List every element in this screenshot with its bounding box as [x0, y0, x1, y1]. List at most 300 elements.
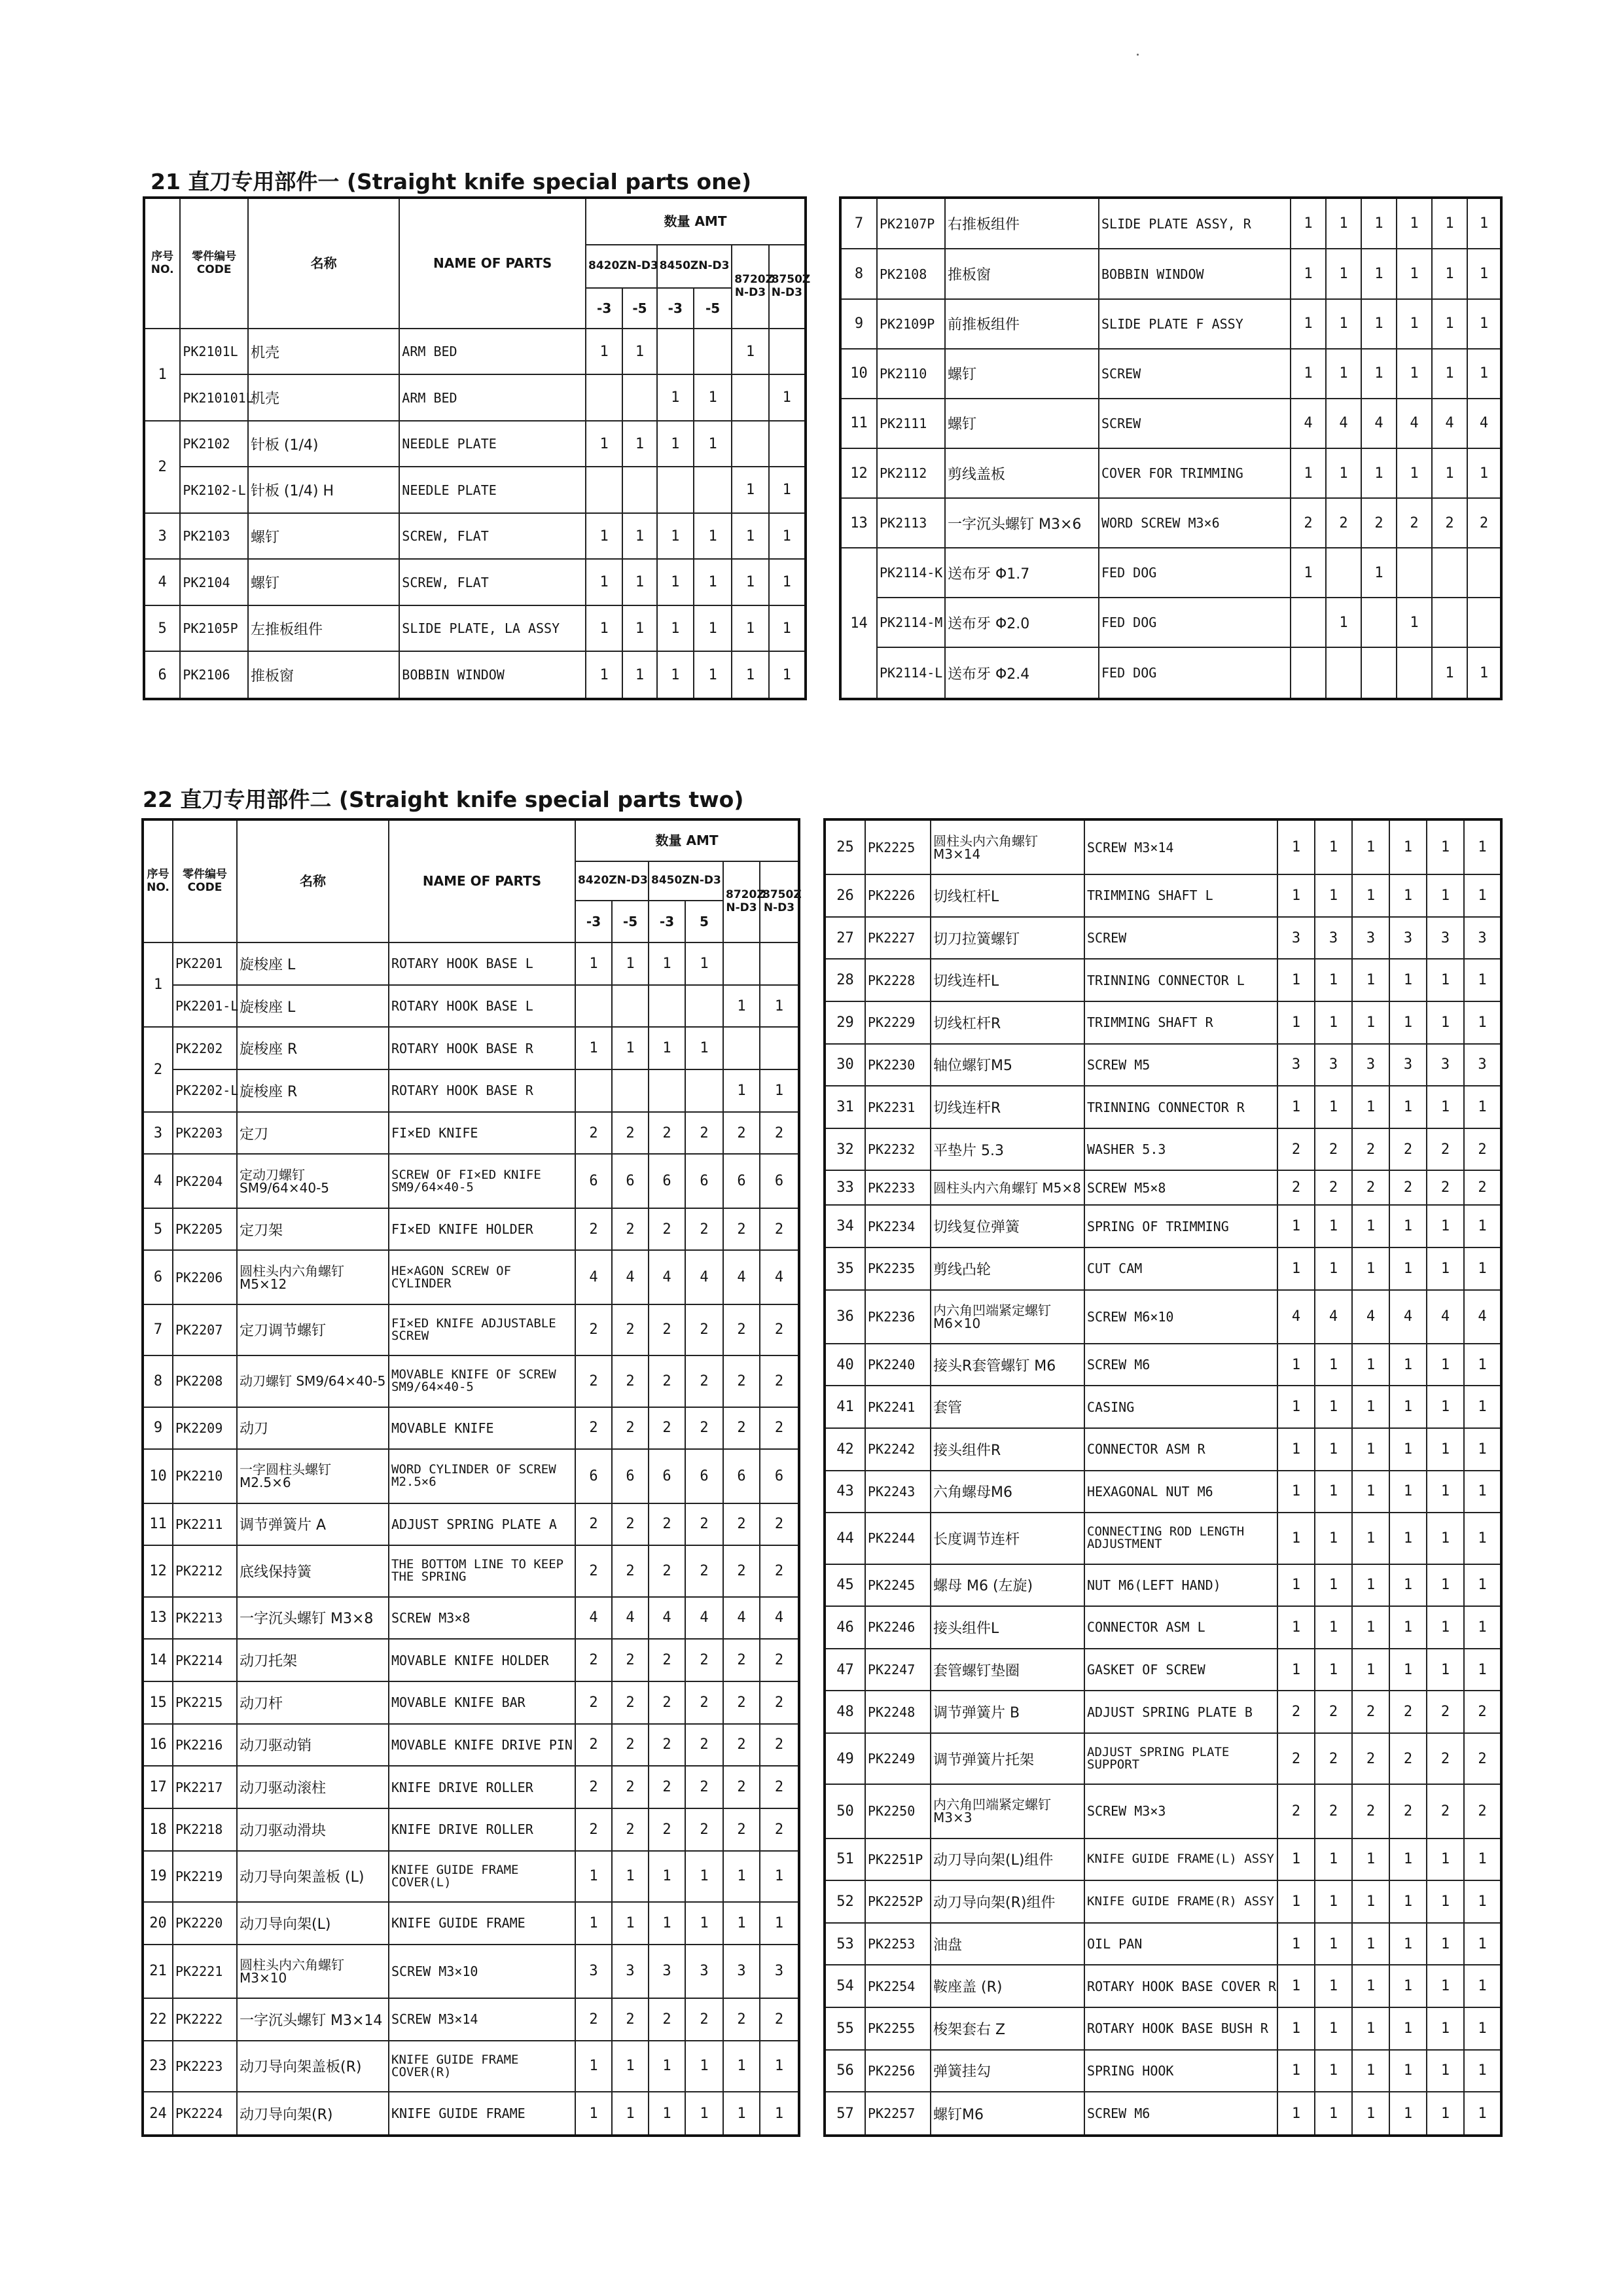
qty-cell: 1: [657, 421, 694, 467]
part-code: PK2222: [173, 1998, 237, 2041]
qty-cell: 1: [769, 559, 806, 605]
part-name-en: TRIMMING SHAFT L: [1084, 874, 1277, 917]
qty-cell: 1: [1352, 1205, 1389, 1247]
qty-cell: 1: [657, 605, 694, 651]
part-number: 3: [143, 1112, 173, 1155]
part-code: PK2109P: [877, 299, 945, 349]
part-name-en: SCREW M5: [1084, 1044, 1277, 1086]
part-row: [825, 1428, 1501, 1471]
qty-cell: 1: [1315, 1923, 1352, 1965]
qty-cell: 2: [685, 1503, 723, 1546]
part-name-en: ARM BED: [399, 329, 586, 374]
qty-cell: 1: [1277, 874, 1315, 917]
qty-cell: 4: [575, 1597, 612, 1640]
part-number: 36: [825, 1290, 865, 1344]
qty-cell: 2: [760, 1639, 799, 1681]
header-name-cn: 名称: [248, 198, 399, 329]
part-row: [143, 1503, 799, 1546]
qty-cell: 1: [1315, 874, 1352, 917]
qty-cell: 1: [649, 1851, 685, 1902]
qty-cell: 1: [612, 1851, 649, 1902]
qty-cell: 4: [1277, 1290, 1315, 1344]
qty-cell: 1: [622, 513, 656, 559]
qty-cell: 1: [622, 605, 656, 651]
qty-cell: 1: [1427, 819, 1464, 874]
qty-cell: 2: [685, 1681, 723, 1724]
part-name-cn: 轴位螺钉M5: [931, 1044, 1084, 1086]
part-code: PK2205: [173, 1208, 237, 1251]
part-row: [143, 1808, 799, 1851]
qty-cell: 3: [760, 1945, 799, 1998]
qty-cell: [1326, 647, 1361, 699]
qty-cell: 1: [1427, 1513, 1464, 1564]
qty-cell: 1: [694, 374, 732, 420]
qty-cell: 4: [649, 1597, 685, 1640]
part-name-cn: 接头R套管螺钉 M6: [931, 1344, 1084, 1386]
qty-cell: 3: [1315, 917, 1352, 960]
header-sub: -5: [612, 901, 649, 942]
qty-cell: 4: [1389, 1290, 1427, 1344]
qty-cell: 1: [1315, 1428, 1352, 1471]
qty-cell: 1: [1389, 1386, 1427, 1428]
qty-cell: 4: [1291, 399, 1326, 448]
qty-cell: [1291, 598, 1326, 647]
qty-cell: 1: [1277, 1965, 1315, 2007]
qty-cell: 1: [1389, 1471, 1427, 1513]
qty-cell: 4: [685, 1250, 723, 1304]
part-name-cn: 长度调节连杆: [931, 1513, 1084, 1564]
part-name-en: KNIFE GUIDE FRAME: [389, 2092, 575, 2136]
part-row: [143, 1639, 799, 1681]
qty-cell: 2: [612, 1304, 649, 1355]
qty-cell: 1: [649, 1902, 685, 1945]
part-row: [825, 1170, 1501, 1205]
qty-cell: 1: [1427, 874, 1464, 917]
qty-cell: 6: [723, 1154, 760, 1208]
part-name-cn: 动刀导向架(L): [237, 1902, 389, 1945]
part-name-en: ARM BED: [399, 374, 586, 420]
part-code: PK2108: [877, 249, 945, 298]
qty-cell: 1: [1427, 1606, 1464, 1649]
part-row: [144, 651, 806, 699]
qty-cell: 1: [1464, 2050, 1501, 2092]
qty-cell: 1: [657, 513, 694, 559]
part-number: 10: [143, 1449, 173, 1503]
qty-cell: [612, 1069, 649, 1112]
part-number: 44: [825, 1513, 865, 1564]
part-name-en: CASING: [1084, 1386, 1277, 1428]
qty-cell: 2: [1464, 1691, 1501, 1733]
qty-cell: 6: [575, 1154, 612, 1208]
qty-cell: 2: [575, 1766, 612, 1808]
part-row: [840, 647, 1501, 699]
part-row: [143, 1681, 799, 1724]
part-name-en: THE BOTTOM LINE TO KEEP THE SPRING: [389, 1545, 575, 1596]
qty-cell: 1: [1389, 1606, 1427, 1649]
part-code: PK2254: [865, 1965, 931, 2007]
part-code: PK2214: [173, 1639, 237, 1681]
qty-cell: 2: [723, 1766, 760, 1808]
header-model-8420: 8420ZN-D3: [575, 861, 649, 901]
part-name-en: SPRING HOOK: [1084, 2050, 1277, 2092]
qty-cell: 1: [1361, 548, 1397, 598]
part-code: PK2106: [180, 651, 248, 699]
part-row: [143, 1208, 799, 1251]
qty-cell: 3: [1464, 1044, 1501, 1086]
qty-cell: 1: [1315, 2092, 1352, 2136]
qty-cell: [760, 942, 799, 985]
part-code: PK2251P: [865, 1839, 931, 1881]
qty-cell: 1: [694, 605, 732, 651]
qty-cell: 4: [1352, 1290, 1389, 1344]
part-number: 1: [144, 329, 180, 421]
qty-cell: [723, 1027, 760, 1069]
qty-cell: [1397, 548, 1432, 598]
part-name-cn: 动刀导向架盖板 (L): [237, 1851, 389, 1902]
qty-cell: 2: [612, 1503, 649, 1546]
part-code: PK2234: [865, 1205, 931, 1247]
qty-cell: 2: [612, 1766, 649, 1808]
qty-cell: 1: [1352, 1606, 1389, 1649]
part-number: 29: [825, 1001, 865, 1044]
part-code: PK2250: [865, 1784, 931, 1838]
part-code: PK2229: [865, 1001, 931, 1044]
part-code: PK2233: [865, 1170, 931, 1205]
part-name-cn: 动刀驱动滚柱: [237, 1766, 389, 1808]
part-row: [143, 1998, 799, 2041]
qty-cell: 2: [685, 1112, 723, 1155]
header-sub: -3: [649, 901, 685, 942]
part-row: [143, 1355, 799, 1407]
part-name-en: COVER FOR TRIMMING: [1099, 448, 1291, 498]
qty-cell: 1: [1427, 2007, 1464, 2050]
part-code: PK2110: [877, 349, 945, 399]
qty-cell: 1: [1315, 1247, 1352, 1290]
part-number: 22: [143, 1998, 173, 2041]
qty-cell: 1: [732, 559, 768, 605]
part-row: [825, 1513, 1501, 1564]
part-number: 4: [144, 559, 180, 605]
part-name-cn: 平垫片 5.3: [931, 1128, 1084, 1171]
qty-cell: 2: [760, 1724, 799, 1767]
qty-cell: 1: [622, 421, 656, 467]
qty-cell: 1: [1361, 448, 1397, 498]
qty-cell: [657, 329, 694, 374]
part-row: [143, 1945, 799, 1998]
qty-cell: 2: [760, 1766, 799, 1808]
part-name-en: CONNECTOR ASM L: [1084, 1606, 1277, 1649]
part-name-cn: 一字沉头螺钉 M3×14: [237, 1998, 389, 2041]
part-name-cn: 动刀导向架(R): [237, 2092, 389, 2136]
part-name-en: ADJUST SPRING PLATE A: [389, 1503, 575, 1546]
qty-cell: 1: [732, 513, 768, 559]
part-name-en: SCREW: [1099, 399, 1291, 448]
qty-cell: 1: [1352, 1880, 1389, 1923]
qty-cell: 1: [732, 651, 768, 699]
qty-cell: 1: [1352, 1923, 1389, 1965]
part-code: PK2235: [865, 1247, 931, 1290]
part-name-en: SCREW M3×8: [389, 1597, 575, 1640]
qty-cell: 1: [1277, 2050, 1315, 2092]
part-name-en: MOVABLE KNIFE DRIVE PIN: [389, 1724, 575, 1767]
qty-cell: [1397, 647, 1432, 699]
part-name-cn: 旋梭座 R: [237, 1027, 389, 1069]
qty-cell: 1: [1315, 1564, 1352, 1607]
qty-cell: 6: [612, 1449, 649, 1503]
qty-cell: [723, 942, 760, 985]
part-name-en: SCREW M5×8: [1084, 1170, 1277, 1205]
part-number: 24: [143, 2092, 173, 2136]
part-code: PK2114-K: [877, 548, 945, 598]
qty-cell: 1: [723, 2092, 760, 2136]
qty-cell: 2: [575, 1304, 612, 1355]
qty-cell: 1: [732, 467, 768, 512]
header-sub: -3: [575, 901, 612, 942]
part-code: PK2217: [173, 1766, 237, 1808]
qty-cell: 1: [1427, 2092, 1464, 2136]
part-name-en: BOBBIN WINDOW: [1099, 249, 1291, 298]
qty-cell: 1: [1427, 1564, 1464, 1607]
part-name-cn: 调节弹簧片 A: [237, 1503, 389, 1546]
part-number: 12: [143, 1545, 173, 1596]
qty-cell: 1: [1277, 1247, 1315, 1290]
part-row: [825, 1001, 1501, 1044]
qty-cell: 3: [1464, 917, 1501, 960]
qty-cell: 2: [685, 1998, 723, 2041]
qty-cell: 1: [760, 2092, 799, 2136]
qty-cell: 1: [1315, 1471, 1352, 1513]
part-number: 13: [143, 1597, 173, 1640]
part-name-en: SPRING OF TRIMMING: [1084, 1205, 1277, 1247]
part-name-en: KNIFE GUIDE FRAME COVER(L): [389, 1851, 575, 1902]
part-number: 56: [825, 2050, 865, 2092]
part-code: PK2245: [865, 1564, 931, 1607]
header-no: 序号 NO.: [144, 198, 180, 329]
part-name-en: CUT CAM: [1084, 1247, 1277, 1290]
part-code: PK2206: [173, 1250, 237, 1304]
speck-mark: [1137, 54, 1139, 56]
qty-cell: [1291, 647, 1326, 699]
qty-cell: 3: [1389, 1044, 1427, 1086]
qty-cell: 1: [1315, 1001, 1352, 1044]
part-name-cn: 旋梭座 L: [237, 985, 389, 1028]
qty-cell: 1: [1277, 1564, 1315, 1607]
qty-cell: [769, 329, 806, 374]
part-row: [143, 1250, 799, 1304]
qty-cell: 1: [1467, 448, 1501, 498]
part-number: 16: [143, 1724, 173, 1767]
qty-cell: [732, 374, 768, 420]
part-number: 4: [143, 1154, 173, 1208]
qty-cell: 4: [723, 1597, 760, 1640]
part-name-en: SCREW M6×10: [1084, 1290, 1277, 1344]
part-name-cn: 调节弹簧片托架: [931, 1733, 1084, 1784]
qty-cell: 1: [1352, 1564, 1389, 1607]
qty-cell: 1: [694, 559, 732, 605]
part-row: [143, 1851, 799, 1902]
qty-cell: 1: [622, 651, 656, 699]
qty-cell: 3: [1277, 917, 1315, 960]
qty-cell: 1: [657, 651, 694, 699]
qty-cell: 1: [723, 1069, 760, 1112]
part-code: PK2218: [173, 1808, 237, 1851]
qty-cell: 1: [1464, 2092, 1501, 2136]
qty-cell: 2: [685, 1407, 723, 1450]
qty-cell: 1: [1315, 2007, 1352, 2050]
qty-cell: 1: [1315, 1965, 1352, 2007]
part-row: [143, 1902, 799, 1945]
qty-cell: 1: [769, 467, 806, 512]
part-row: [825, 1649, 1501, 1691]
qty-cell: 1: [575, 1027, 612, 1069]
qty-cell: 1: [1352, 1428, 1389, 1471]
part-name-cn: 旋梭座 L: [237, 942, 389, 985]
qty-cell: 1: [649, 2041, 685, 2092]
qty-cell: 3: [612, 1945, 649, 1998]
section-21-left-table: [143, 196, 811, 700]
part-name-en: WASHER 5.3: [1084, 1128, 1277, 1171]
qty-cell: 1: [1361, 249, 1397, 298]
part-name-en: NEEDLE PLATE: [399, 467, 586, 512]
part-name-en: OIL PAN: [1084, 1923, 1277, 1965]
part-name-cn: 剪线盖板: [945, 448, 1099, 498]
part-number: 26: [825, 874, 865, 917]
qty-cell: 2: [575, 1112, 612, 1155]
qty-cell: 2: [612, 1724, 649, 1767]
part-number: 9: [143, 1407, 173, 1450]
part-row: [825, 1965, 1501, 2007]
part-name-en: SLIDE PLATE, LA ASSY: [399, 605, 586, 651]
qty-cell: [694, 329, 732, 374]
part-code: PK2231: [865, 1086, 931, 1128]
qty-cell: 1: [760, 1069, 799, 1112]
part-number: 32: [825, 1128, 865, 1171]
qty-cell: 1: [1464, 1205, 1501, 1247]
qty-cell: 1: [1315, 1880, 1352, 1923]
part-row: [825, 2092, 1501, 2136]
qty-cell: 2: [1427, 1733, 1464, 1784]
qty-cell: 4: [612, 1597, 649, 1640]
part-name-cn: 针板 (1/4) H: [248, 467, 399, 512]
part-number: 2: [144, 421, 180, 513]
part-name-cn: 切线杠杆L: [931, 874, 1084, 917]
qty-cell: 1: [1397, 598, 1432, 647]
qty-cell: 1: [586, 513, 622, 559]
qty-cell: 1: [1277, 1386, 1315, 1428]
part-row: [825, 1344, 1501, 1386]
qty-cell: 2: [1326, 498, 1361, 548]
part-name-en: ROTARY HOOK BASE R: [389, 1069, 575, 1112]
qty-cell: 2: [612, 1998, 649, 2041]
qty-cell: 1: [1352, 1471, 1389, 1513]
qty-cell: 2: [1277, 1733, 1315, 1784]
qty-cell: 1: [1464, 1513, 1501, 1564]
qty-cell: 1: [1464, 819, 1501, 874]
header-sub: -3: [586, 288, 622, 329]
qty-cell: 4: [612, 1250, 649, 1304]
part-name-en: FI×ED KNIFE ADJUSTABLE SCREW: [389, 1304, 575, 1355]
qty-cell: 1: [760, 2041, 799, 2092]
qty-cell: 1: [723, 985, 760, 1028]
qty-cell: 1: [612, 2092, 649, 2136]
qty-cell: 2: [685, 1355, 723, 1407]
part-row: [143, 1449, 799, 1503]
qty-cell: 1: [1291, 249, 1326, 298]
part-row: [143, 985, 799, 1028]
part-name-en: SCREW M3×14: [1084, 819, 1277, 874]
header-model-8450: 8450ZN-D3: [649, 861, 723, 901]
part-name-cn: 动刀导向架(R)组件: [931, 1880, 1084, 1923]
qty-cell: 1: [685, 2041, 723, 2092]
qty-cell: 2: [760, 1112, 799, 1155]
part-number: 7: [143, 1304, 173, 1355]
part-number: 55: [825, 2007, 865, 2050]
qty-cell: [586, 374, 622, 420]
qty-cell: 1: [1432, 299, 1467, 349]
part-code: PK2247: [865, 1649, 931, 1691]
part-name-cn: 套管螺钉垫圈: [931, 1649, 1084, 1691]
qty-cell: [1361, 598, 1397, 647]
part-name-en: SCREW M6: [1084, 2092, 1277, 2136]
part-name-en: TRIMMING SHAFT R: [1084, 1001, 1277, 1044]
qty-cell: 2: [1315, 1128, 1352, 1171]
part-row: [143, 2041, 799, 2092]
qty-cell: 1: [1464, 1344, 1501, 1386]
part-row: [143, 1112, 799, 1155]
qty-cell: 1: [1389, 1513, 1427, 1564]
qty-cell: 1: [1315, 1344, 1352, 1386]
qty-cell: 2: [685, 1639, 723, 1681]
qty-cell: 2: [649, 1304, 685, 1355]
qty-cell: 1: [586, 605, 622, 651]
qty-cell: 1: [649, 1027, 685, 1069]
part-name-cn: 螺母 M6 (左旋): [931, 1564, 1084, 1607]
part-number: 31: [825, 1086, 865, 1128]
qty-cell: 1: [1389, 1839, 1427, 1881]
part-row: [825, 1784, 1501, 1838]
part-number: 35: [825, 1247, 865, 1290]
part-name-cn: 送布牙 Φ1.7: [945, 548, 1099, 598]
part-number: 45: [825, 1564, 865, 1607]
qty-cell: 1: [1277, 819, 1315, 874]
part-code: PK2104: [180, 559, 248, 605]
qty-cell: 1: [1277, 2092, 1315, 2136]
part-name-cn: 圆柱头内六角螺钉 M5×8: [931, 1170, 1084, 1205]
part-name-cn: 圆柱头内六角螺钉 M5×12: [237, 1250, 389, 1304]
qty-cell: 2: [723, 1304, 760, 1355]
part-number: 41: [825, 1386, 865, 1428]
part-code: PK2228: [865, 959, 931, 1001]
part-name-cn: 圆柱头内六角螺钉 M3×10: [237, 1945, 389, 1998]
part-name-cn: 切刀拉簧螺钉: [931, 917, 1084, 960]
part-number: 54: [825, 1965, 865, 2007]
qty-cell: 2: [649, 1998, 685, 2041]
qty-cell: 1: [760, 1851, 799, 1902]
qty-cell: 1: [1427, 1965, 1464, 2007]
header-model-8420: 8420ZN-D3: [586, 245, 657, 288]
header-name-en: NAME OF PARTS: [399, 198, 586, 329]
qty-cell: 2: [612, 1681, 649, 1724]
part-number: 40: [825, 1344, 865, 1386]
part-number: 5: [143, 1208, 173, 1251]
part-number: 20: [143, 1902, 173, 1945]
qty-cell: 1: [1277, 2007, 1315, 2050]
qty-cell: 2: [760, 1304, 799, 1355]
qty-cell: 4: [1397, 399, 1432, 448]
qty-cell: 3: [1277, 1044, 1315, 1086]
part-row: [825, 1839, 1501, 1881]
part-row: [143, 2092, 799, 2136]
